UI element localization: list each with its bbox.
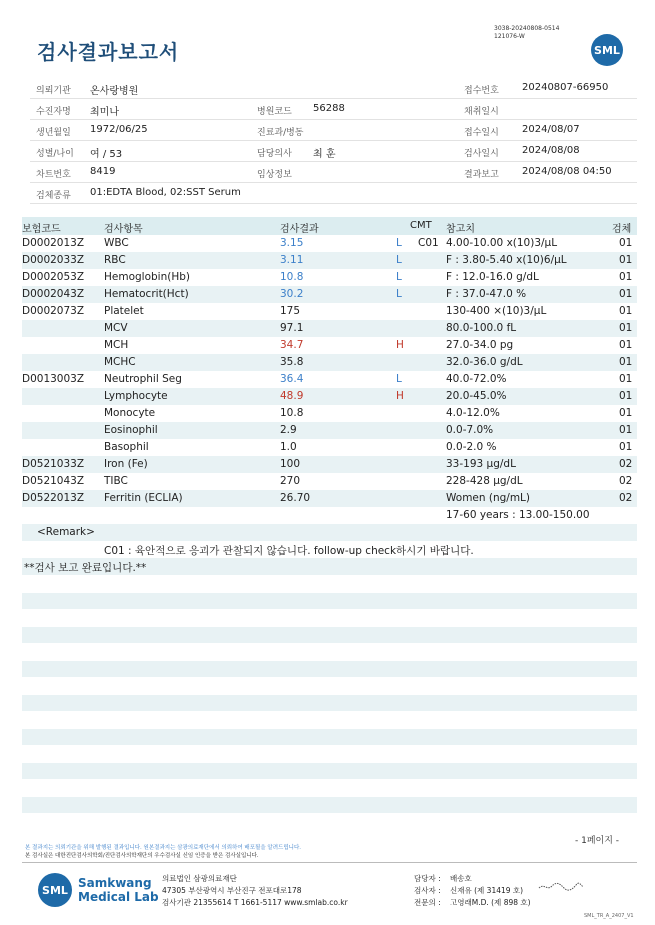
staff-label: 검사자 : xyxy=(414,886,441,895)
cell-code: D0002053Z xyxy=(22,271,85,283)
cell-ref: F : 37.0-47.0 % xyxy=(446,288,527,300)
cell-result: 1.0 xyxy=(280,441,297,453)
cell-item: MCV xyxy=(104,322,128,334)
cell-item: RBC xyxy=(104,254,126,266)
cell-item: WBC xyxy=(104,237,129,249)
lab-address xyxy=(162,873,348,909)
cell-code: D0002043Z xyxy=(22,288,85,300)
cell-flag: H xyxy=(396,390,404,402)
cell-item: TIBC xyxy=(104,475,128,487)
cell-item: Ferritin (ECLIA) xyxy=(104,492,183,504)
receipt-date-label: 접수일시 xyxy=(464,128,499,138)
report-date-label: 결과보고 xyxy=(464,170,499,180)
cell-ref: 0.0-7.0% xyxy=(446,424,494,436)
empty-row xyxy=(22,695,637,711)
address-line-1: 의료법인 삼광의료재단 xyxy=(162,874,237,883)
results-rows xyxy=(22,235,637,524)
cell-specimen: 02 xyxy=(619,458,633,470)
page-number: - 1페이지 - xyxy=(575,836,620,846)
cell-code: D0002073Z xyxy=(22,305,85,317)
table-row xyxy=(22,388,637,405)
table-row xyxy=(22,320,637,337)
cell-result: 36.4 xyxy=(280,373,304,385)
results-table xyxy=(22,217,637,575)
cell-ref: 20.0-45.0% xyxy=(446,390,507,402)
cell-result: 2.9 xyxy=(280,424,297,436)
table-row xyxy=(22,371,637,388)
results-header xyxy=(22,217,637,235)
cell-result: 10.8 xyxy=(280,407,304,419)
cell-specimen: 01 xyxy=(619,356,633,368)
cell-result: 270 xyxy=(280,475,301,487)
staff-info xyxy=(414,873,531,909)
cell-item: Hematocrit(Hct) xyxy=(104,288,189,300)
cell-specimen: 01 xyxy=(619,288,633,300)
hospital-label: 의뢰기관 xyxy=(36,86,71,96)
remark-text: C01 : 육안적으로 응괴가 관찰되지 않습니다. follow-up check하시기 바랍니다. xyxy=(104,545,474,557)
table-row xyxy=(22,507,637,524)
staff-row xyxy=(414,873,472,885)
table-row xyxy=(22,286,637,303)
cell-result: 97.1 xyxy=(280,322,304,334)
doctor-label: 담당의사 xyxy=(257,149,292,159)
brand-line-2: Medical Lab xyxy=(78,890,159,904)
chart-value: 8419 xyxy=(90,166,116,177)
cell-item: Neutrophil Seg xyxy=(104,373,182,385)
form-version: SML_TR_A_2407_V1 xyxy=(584,913,634,919)
receipt-date-value: 2024/08/07 xyxy=(522,124,580,135)
birth-label: 생년월일 xyxy=(36,128,71,138)
table-row xyxy=(22,422,637,439)
cell-ref: 80.0-100.0 fL xyxy=(446,322,517,334)
cell-specimen: 02 xyxy=(619,492,633,504)
cell-result: 48.9 xyxy=(280,390,304,402)
cell-result: 100 xyxy=(280,458,301,470)
sml-logo: SML xyxy=(591,34,623,66)
cell-code: D0013003Z xyxy=(22,373,85,385)
receipt-no-value: 20240807-66950 xyxy=(522,82,609,93)
table-row xyxy=(22,473,637,490)
table-row xyxy=(22,252,637,269)
cell-flag: L xyxy=(396,271,402,283)
receipt-no-label: 접수번호 xyxy=(464,86,499,96)
info-row xyxy=(30,78,637,99)
hospital-code-value: 56288 xyxy=(313,103,345,114)
cell-item: Eosinophil xyxy=(104,424,158,436)
cell-specimen: 01 xyxy=(619,305,633,317)
footer-note-1: 본 결과지는 의뢰기관을 위해 발행된 결과입니다. 원본결과지는 삼광의료재단에서 의뢰하여 배포될을 알려드립니다. xyxy=(25,845,302,851)
empty-row xyxy=(22,593,637,609)
staff-label: 담당자 : xyxy=(414,874,441,883)
table-row xyxy=(22,439,637,456)
cell-flag: H xyxy=(396,339,404,351)
hospital-value: 온사랑병원 xyxy=(90,86,139,97)
dept-label: 진료과/병동 xyxy=(257,128,304,138)
test-date-label: 검사일시 xyxy=(464,149,499,159)
cell-result: 35.8 xyxy=(280,356,304,368)
cell-ref: 32.0-36.0 g/dL xyxy=(446,356,523,368)
cell-ref: 40.0-72.0% xyxy=(446,373,507,385)
cell-item: Basophil xyxy=(104,441,149,453)
specimen-value: 01:EDTA Blood, 02:SST Serum xyxy=(90,187,241,198)
chart-label: 차트번호 xyxy=(36,170,71,180)
remark-label: <Remark> xyxy=(37,526,95,538)
cell-code: D0002013Z xyxy=(22,237,85,249)
cell-ref: 0.0-2.0 % xyxy=(446,441,497,453)
cell-result: 3.15 xyxy=(280,237,304,249)
cell-specimen: 01 xyxy=(619,254,633,266)
cell-specimen: 02 xyxy=(619,475,633,487)
cell-ref: 228-428 μg/dL xyxy=(446,475,523,487)
cell-specimen: 01 xyxy=(619,237,633,249)
cell-code: D0521043Z xyxy=(22,475,85,487)
hospital-code-label: 병원코드 xyxy=(257,107,292,117)
info-row xyxy=(30,120,637,141)
cell-code: D0521033Z xyxy=(22,458,85,470)
footer-divider xyxy=(22,862,637,863)
table-row xyxy=(22,235,637,252)
cell-ref: 4.00-10.00 x(10)3/μL xyxy=(446,237,558,249)
cell-code: D0002033Z xyxy=(22,254,85,266)
cell-specimen: 01 xyxy=(619,407,633,419)
cell-result: 26.70 xyxy=(280,492,311,504)
report-date-value: 2024/08/08 04:50 xyxy=(522,166,612,177)
signature-image xyxy=(538,882,584,892)
name-label: 수진자명 xyxy=(36,107,71,117)
header-result: 검사결과 xyxy=(280,224,319,235)
document-code-line1: 3038-20240808-0514 xyxy=(494,25,560,32)
cell-specimen: 01 xyxy=(619,271,633,283)
complete-row xyxy=(22,558,637,575)
brand-name xyxy=(78,876,159,904)
cell-specimen: 01 xyxy=(619,390,633,402)
cell-specimen: 01 xyxy=(619,424,633,436)
header-ref: 참고치 xyxy=(446,224,475,235)
cell-ref: 17-60 years : 13.00-150.00 xyxy=(446,509,590,521)
table-row xyxy=(22,405,637,422)
clinical-label: 임상정보 xyxy=(257,170,292,180)
staff-row xyxy=(414,885,524,897)
info-row xyxy=(30,183,637,204)
patient-info xyxy=(30,78,637,204)
cell-ref: F : 12.0-16.0 g/dL xyxy=(446,271,539,283)
empty-row xyxy=(22,627,637,643)
cell-item: MCHC xyxy=(104,356,136,368)
staff-value: 배송호 xyxy=(450,874,472,883)
table-row xyxy=(22,456,637,473)
test-date-value: 2024/08/08 xyxy=(522,145,580,156)
cell-code: D0522013Z xyxy=(22,492,85,504)
staff-value: 신재유 (제 31419 호) xyxy=(450,886,524,895)
address-line-2: 47305 부산광역시 부산진구 전포대로178 xyxy=(162,886,302,895)
document-code xyxy=(494,25,559,41)
header-code: 보험코드 xyxy=(22,224,61,235)
header-item: 검사항목 xyxy=(104,224,143,235)
birth-value: 1972/06/25 xyxy=(90,124,148,135)
info-row xyxy=(30,141,637,162)
cell-ref: 130-400 ×(10)3/μL xyxy=(446,305,547,317)
cell-result: 10.8 xyxy=(280,271,304,283)
cell-specimen: 01 xyxy=(619,339,633,351)
document-code-line2: 121076-W xyxy=(494,33,525,40)
specimen-label: 검체종류 xyxy=(36,191,71,201)
cell-cmt: C01 xyxy=(418,237,439,249)
sex-age-label: 성별/나이 xyxy=(36,149,74,159)
table-row xyxy=(22,303,637,320)
empty-row xyxy=(22,729,637,745)
cell-ref: Women (ng/mL) xyxy=(446,492,530,504)
table-row xyxy=(22,269,637,286)
cell-result: 30.2 xyxy=(280,288,304,300)
cell-specimen: 01 xyxy=(619,441,633,453)
cell-flag: L xyxy=(396,288,402,300)
table-row xyxy=(22,354,637,371)
empty-row xyxy=(22,661,637,677)
cell-ref: F : 3.80-5.40 x(10)6/μL xyxy=(446,254,567,266)
cell-item: Iron (Fe) xyxy=(104,458,148,470)
empty-row xyxy=(22,797,637,813)
cell-item: Monocyte xyxy=(104,407,156,419)
staff-value: 고영래M.D. (제 898 호) xyxy=(450,898,531,907)
empty-row xyxy=(22,763,637,779)
cell-item: MCH xyxy=(104,339,129,351)
cell-result: 175 xyxy=(280,305,301,317)
table-row xyxy=(22,490,637,507)
brand-line-1: Samkwang xyxy=(78,876,152,890)
table-row xyxy=(22,337,637,354)
cell-ref: 27.0-34.0 pg xyxy=(446,339,514,351)
complete-text: **검사 보고 완료입니다.** xyxy=(24,562,147,574)
cell-flag: L xyxy=(396,373,402,385)
footer-note-2: 본 검사실은 대한진단검사의학회/진단검사의학재단의 우수검사실 신임 인증을 받은 검사실입니다. xyxy=(25,853,259,859)
name-value: 최미나 xyxy=(90,107,119,118)
cell-result: 3.11 xyxy=(280,254,304,266)
cell-item: Platelet xyxy=(104,305,144,317)
cell-item: Lymphocyte xyxy=(104,390,168,402)
collect-date-label: 채취일시 xyxy=(464,107,499,117)
staff-row xyxy=(414,897,531,909)
staff-label: 전문의 : xyxy=(414,898,441,907)
report-title: 검사결과보고서 xyxy=(37,40,180,64)
remark-text-row xyxy=(22,541,637,558)
sex-age-value: 여 / 53 xyxy=(90,149,123,160)
cell-ref: 33-193 μg/dL xyxy=(446,458,516,470)
remark-row xyxy=(22,524,637,541)
cell-specimen: 01 xyxy=(619,373,633,385)
address-line-3: 검사기관 21355614 T 1661-5117 www.smlab.co.kr xyxy=(162,898,348,907)
header-specimen: 검체 xyxy=(612,224,632,235)
header-cmt: CMT xyxy=(410,220,432,231)
doctor-value: 최 훈 xyxy=(313,149,336,160)
info-row xyxy=(30,99,637,120)
cell-flag: L xyxy=(396,254,402,266)
cell-specimen: 01 xyxy=(619,322,633,334)
cell-result: 34.7 xyxy=(280,339,304,351)
cell-ref: 4.0-12.0% xyxy=(446,407,500,419)
cell-flag: L xyxy=(396,237,402,249)
sml-footer-logo: SML xyxy=(38,873,72,907)
info-row xyxy=(30,162,637,183)
cell-item: Hemoglobin(Hb) xyxy=(104,271,191,283)
